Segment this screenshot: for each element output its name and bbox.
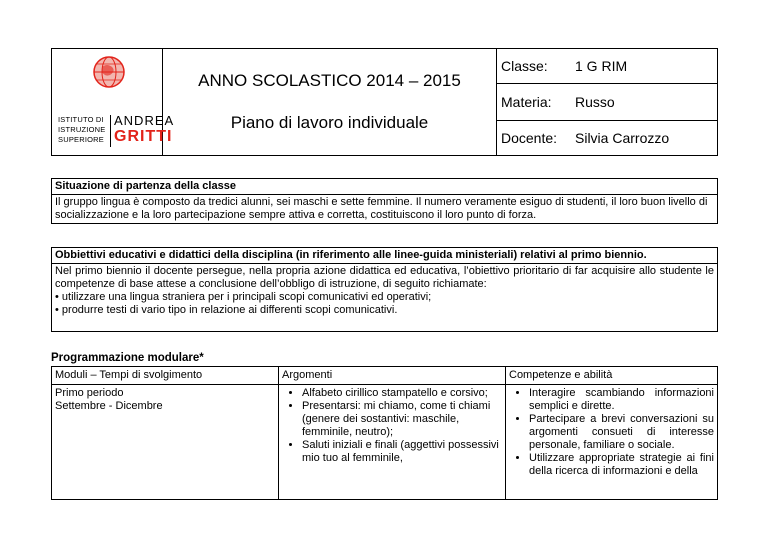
header-table (51, 48, 718, 156)
list-item: • Saluti iniziali e finali (aggettivi possessivi mio tuo al femminile, (302, 439, 502, 465)
document-subtitle: Piano di lavoro individuale (230, 113, 429, 132)
period-cell: Primo periodo Settembre - Dicembre (52, 385, 279, 500)
logo-right-text: ANDREA GRITTI (114, 113, 175, 145)
logo-left-text: ISTITUTO DI ISTRUZIONE SUPERIORE (58, 115, 106, 144)
objectives-title: Obbiettivi educativi e didattici della disciplina (in riferimento alle linee-guida ministeriali) relativi al primo biennio. (52, 248, 717, 264)
list-item: • Alfabeto cirillico stampatello e corsivo; (302, 387, 502, 400)
topics-cell (279, 385, 506, 500)
subject-value: Russo (575, 94, 615, 110)
objectives-bullet: • utilizzare una lingua straniera per i principali scopi comunicativi ed operativi; (55, 291, 432, 303)
list-item: • Presentarsi: mi chiamo, come ti chiami (genere dei sostantivi: maschile, femminile, neutro); (302, 400, 502, 439)
situation-text: Il gruppo lingua è composto da tredici alunni, sei maschi e sette femmine. Il numero veramente esiguo di studenti, il loro buon livello di socializzazione e la loro partecipazione sempre attiva e corretta, costituiscono il loro punto di forza. (55, 196, 708, 221)
objectives-box (51, 247, 718, 332)
teacher-row (497, 121, 718, 156)
situation-title: Situazione di partenza della classe (52, 179, 717, 195)
situation-box (51, 178, 718, 224)
table-header-row (52, 367, 718, 385)
class-row (497, 49, 718, 84)
column-header: Moduli – Tempi di svolgimento (52, 367, 279, 385)
list-item: • Interagire scambiando informazioni semplici e dirette. (529, 387, 714, 413)
programming-table (51, 366, 718, 500)
logo-cell (52, 49, 175, 156)
table-row (52, 385, 718, 500)
skills-cell (506, 385, 718, 500)
objectives-intro: Nel primo biennio il docente persegue, nella propria azione didattica ed educativa, l’obiettivo prioritario di far acquisire allo studente le competenze di base attese a conclusione dell’obbligo di istruzione, di seguito richiamate: (55, 265, 714, 290)
list-item: • Utilizzare appropriate strategie ai fini della ricerca di informazioni e della (529, 452, 714, 478)
logo-separator (110, 115, 111, 147)
list-item: • Partecipare a brevi conversazioni su argomenti consueti di interesse personale, familiare o sociale. (529, 413, 714, 452)
programming-title: Programmazione modulare* (51, 352, 204, 364)
class-label: Classe: (501, 58, 548, 74)
column-header: Argomenti (279, 367, 506, 385)
teacher-label: Docente: (501, 130, 558, 146)
header-title-cell (163, 49, 497, 156)
globe-logo-icon (92, 55, 126, 89)
column-header: Competenze e abilità (506, 367, 718, 385)
class-value: 1 G RIM (575, 58, 628, 74)
objectives-bullet: • produrre testi di vario tipo in relazione ai differenti scopi comunicativi. (55, 304, 398, 316)
teacher-value: Silvia Carrozzo (575, 130, 670, 146)
subject-row (497, 84, 718, 121)
school-logo (52, 49, 175, 155)
subject-label: Materia: (501, 94, 552, 110)
school-year: ANNO SCOLASTICO 2014 – 2015 (198, 71, 461, 90)
